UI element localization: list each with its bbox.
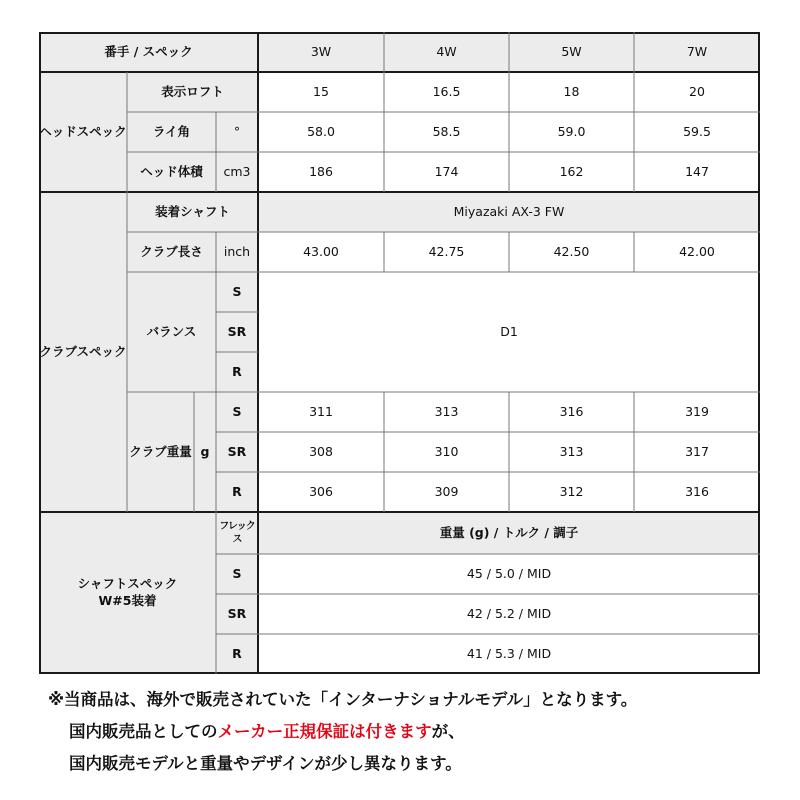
weight-s-4w: 313 (434, 403, 459, 419)
loft-label: 表示ロフト (161, 83, 224, 99)
shaft-value: Miyazaki AX-3 FW (453, 203, 565, 219)
length-unit: inch (223, 243, 251, 259)
lie-4w: 58.5 (432, 123, 461, 139)
model-7w: 7W (686, 43, 708, 59)
volume-7w: 147 (685, 163, 709, 179)
shaft-value-s: 45 / 5.0 / MID (466, 565, 552, 581)
length-label: クラブ長さ (140, 243, 203, 259)
notice-line-3: 国内販売モデルと重量やデザインが少し異なります。 (69, 754, 462, 773)
shaft-flex-r: R (232, 645, 242, 661)
balance-label: バランス (146, 323, 197, 339)
weight-r-3w: 306 (309, 483, 333, 499)
length-5w: 42.50 (553, 243, 590, 259)
lie-label: ライ角 (152, 123, 191, 139)
weight-s-7w: 319 (685, 403, 709, 419)
volume-label: ヘッド体積 (140, 163, 203, 179)
shaft-spec-title (39, 512, 216, 674)
balance-flex-s: S (232, 283, 242, 299)
model-3w: 3W (310, 43, 332, 59)
loft-4w: 16.5 (432, 83, 461, 99)
balance-flex-r: R (232, 363, 242, 379)
club-spec-title: クラブスペック (39, 343, 127, 359)
volume-unit: cm3 (223, 163, 251, 179)
spec-table (39, 32, 760, 674)
notice-line-1: ※当商品は、海外で販売されていた「インターナショナルモデル」となります。 (48, 690, 638, 709)
loft-5w: 18 (563, 83, 580, 99)
shaft-value-r: 41 / 5.3 / MID (466, 645, 552, 661)
weight-sr-5w: 313 (559, 443, 584, 459)
balance-flex-sr: SR (227, 323, 247, 339)
balance-value: D1 (500, 323, 518, 339)
lie-unit: ° (233, 123, 241, 139)
volume-3w: 186 (309, 163, 333, 179)
weight-flex-sr: SR (227, 443, 247, 459)
weight-label: クラブ重量 (129, 443, 192, 459)
model-4w: 4W (436, 43, 457, 59)
shaft-spec-title-line2: W#5装着 (98, 593, 157, 608)
model-5w: 5W (561, 43, 582, 59)
head-spec-title: ヘッドスペック (39, 123, 127, 139)
length-3w: 43.00 (303, 243, 339, 259)
loft-3w: 15 (313, 83, 329, 99)
shaft-value-header: 重量 (g) / トルク / 調子 (439, 524, 579, 540)
loft-7w: 20 (689, 83, 705, 99)
weight-sr-7w: 317 (685, 443, 709, 459)
shaft-value-sr: 42 / 5.2 / MID (466, 605, 552, 621)
shaft-flex-sr: SR (227, 605, 247, 621)
weight-unit: g (200, 443, 210, 459)
weight-s-5w: 316 (559, 403, 584, 419)
notice-line-2-post: が、 (431, 722, 465, 741)
volume-4w: 174 (434, 163, 459, 179)
lie-7w: 59.5 (683, 123, 711, 139)
length-4w: 42.75 (428, 243, 465, 259)
weight-flex-s: S (232, 403, 242, 419)
lie-5w: 59.0 (557, 123, 586, 139)
weight-flex-r: R (232, 483, 242, 499)
weight-r-5w: 312 (559, 483, 584, 499)
notice-line-2 (48, 722, 788, 742)
weight-sr-4w: 310 (434, 443, 459, 459)
shaft-spec-title-line1: シャフトスペック (77, 576, 178, 592)
lie-3w: 58.0 (307, 123, 335, 139)
shaft-label: 装着シャフト (155, 203, 230, 219)
notice-line-2-pre: 国内販売品としての (69, 722, 218, 741)
weight-s-3w: 311 (309, 403, 333, 419)
flex-header: フレックス (219, 520, 255, 545)
header-label: 番手 / スペック (104, 43, 193, 59)
length-7w: 42.00 (679, 243, 715, 259)
warranty-note: メーカー正規保証は付きます (217, 722, 432, 741)
volume-5w: 162 (559, 163, 584, 179)
notice-text (48, 690, 788, 774)
weight-r-4w: 309 (434, 483, 459, 499)
shaft-flex-s: S (232, 565, 242, 581)
weight-r-7w: 316 (685, 483, 709, 499)
weight-sr-3w: 308 (309, 443, 333, 459)
